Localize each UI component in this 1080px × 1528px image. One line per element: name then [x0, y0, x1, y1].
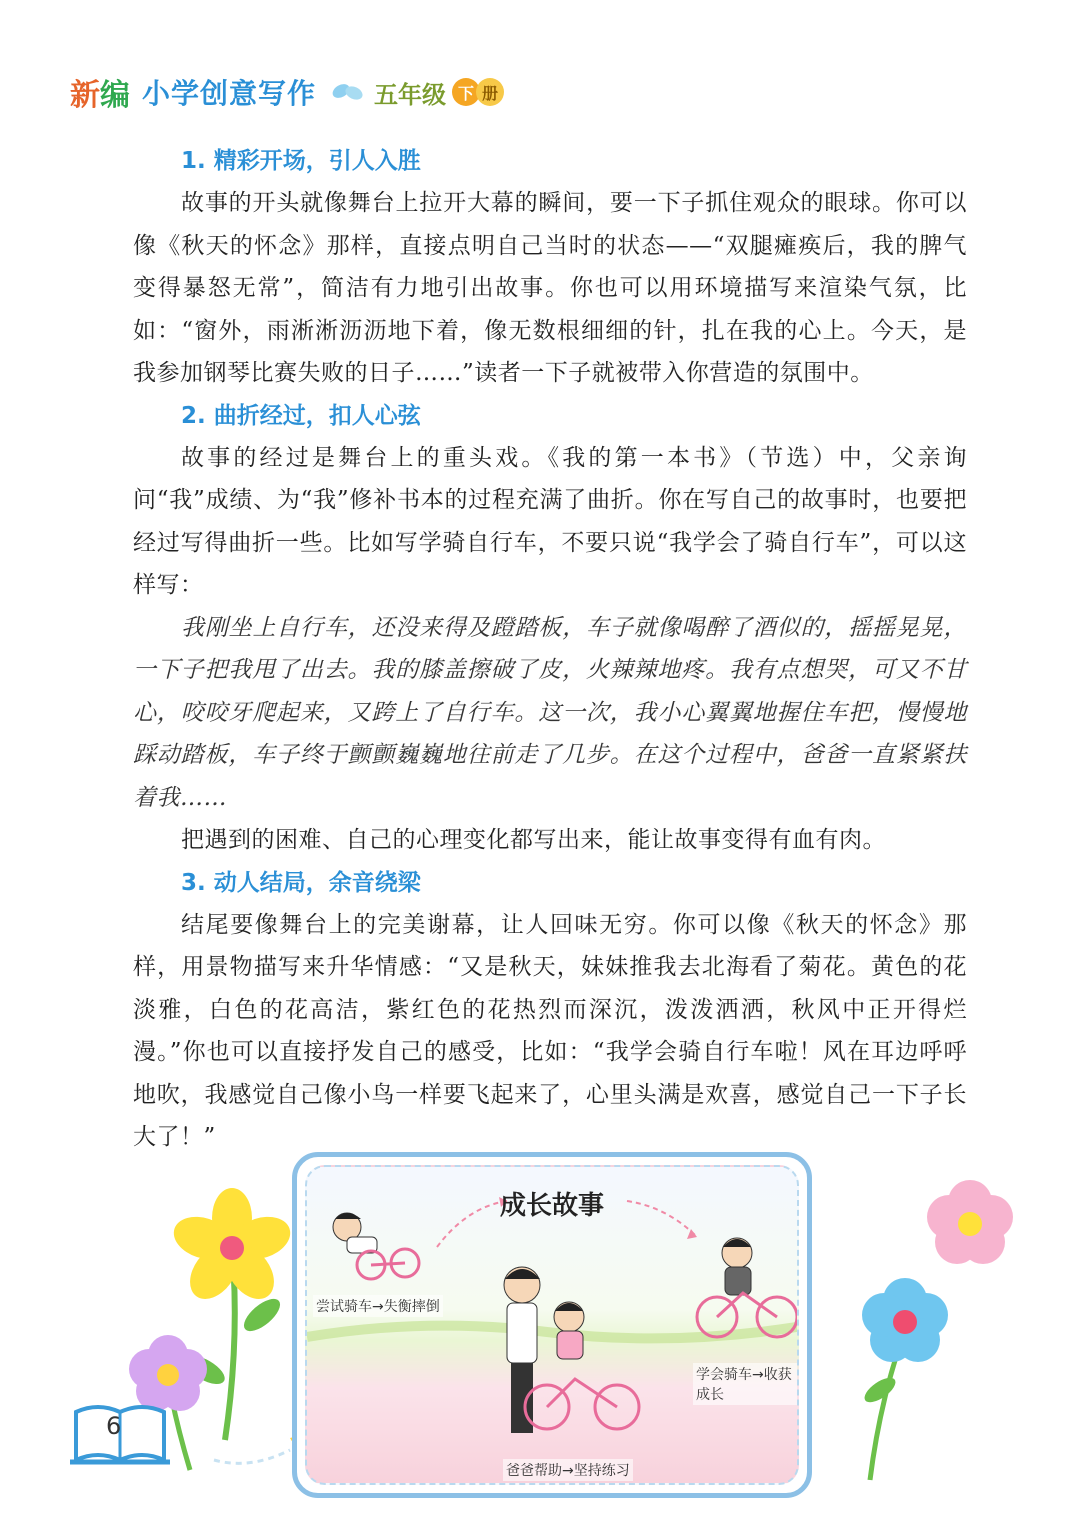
section-heading-2: 2. 曲折经过，扣人心弦: [181, 402, 421, 429]
caption-help: 爸爸帮助→坚持练习: [503, 1459, 633, 1481]
frame-picture: [305, 1165, 799, 1485]
caption-fall: 尝试骑车→失衡摔倒: [313, 1295, 443, 1317]
page-number: 6: [106, 1412, 122, 1440]
section-1-paragraph: 故事的开头就像舞台上拉开大幕的瞬间，要一下子抓住观众的眼球。你可以像《秋天的怀念》那样，直接点明自己当时的状态——“双腿瘫痪后，我的脾气变得暴怒无常”，简洁有力地引出故事。你也可以用环境描写来渲染气氛，比如：“窗外，雨淅淅沥沥地下着，像无数根细细的针，扎在我的心上。今天，是我参加钢琴比赛失败的日子……”读者一下子就被带入你营造的氛围中。: [133, 190, 967, 386]
example-passage: 我刚坐上自行车，还没来得及蹬踏板，车子就像喝醉了酒似的，摇摇晃晃，一下子把我甩了出去。我的膝盖擦破了皮，火辣辣地疼。我有点想哭，可又不甘心，咬咬牙爬起来，又跨上了自行车。这一次，我小心翼翼地握住车把，慢慢地踩动踏板，车子终于颤颤巍巍地往前走了几步。在这个过程中，爸爸一直紧紧扶着我……: [133, 614, 967, 811]
section-3-paragraph: 结尾要像舞台上的完美谢幕，让人回味无穷。你可以像《秋天的怀念》那样，用景物描写来升华情感：“又是秋天，妹妹推我去北海看了菊花。黄色的花淡雅，白色的花高洁，紫红色的花热烈而深沉，泼泼洒洒，秋风中正开得烂漫。”你也可以直接抒发自己的感受，比如：“我学会骑自行车啦！风在耳边呼呼地吹，我感觉自己像小鸟一样要飞起来了，心里头满是欢喜，感觉自己一下子长大了！”: [133, 911, 967, 1150]
main-content: [133, 140, 967, 1159]
flowers-right-decoration: [840, 1180, 1060, 1500]
book-header: [70, 62, 504, 122]
caption-success: 学会骑车→收获成长: [693, 1363, 797, 1405]
illustration-area: [0, 1140, 1080, 1528]
section-heading-1: 1. 精彩开场，引人入胜: [181, 148, 421, 174]
grade-label: 五年级: [374, 80, 447, 109]
brand-char-2: 编: [100, 78, 130, 113]
section-2-paragraph: 故事的经过是舞台上的重头戏。《我的第一本书》（节选）中，父亲询问“我”成绩、为“我”修补书本的过程充满了曲折。你在写自己的故事时，也要把经过写得曲折一些。比如写学骑自行车，不要只说“我学会了骑自行车”，可以这样写：: [133, 444, 967, 598]
section-2-summary: 把遇到的困难、自己的心理变化都写出来，能让故事变得有血有肉。: [181, 827, 886, 853]
volume-badge: [452, 78, 504, 106]
growth-story-frame: [292, 1152, 812, 1498]
illustration-title: 成长故事: [499, 1191, 604, 1221]
section-heading-3: 3. 动人结局，余音绕梁: [181, 869, 421, 896]
volume-char-1: 下: [452, 78, 480, 106]
book-title: 小学创意写作: [142, 77, 317, 110]
leaf-icon: [330, 79, 366, 105]
volume-char-2: 册: [476, 78, 504, 106]
brand-logo: [70, 70, 130, 114]
brand-char-1: 新: [70, 78, 100, 113]
